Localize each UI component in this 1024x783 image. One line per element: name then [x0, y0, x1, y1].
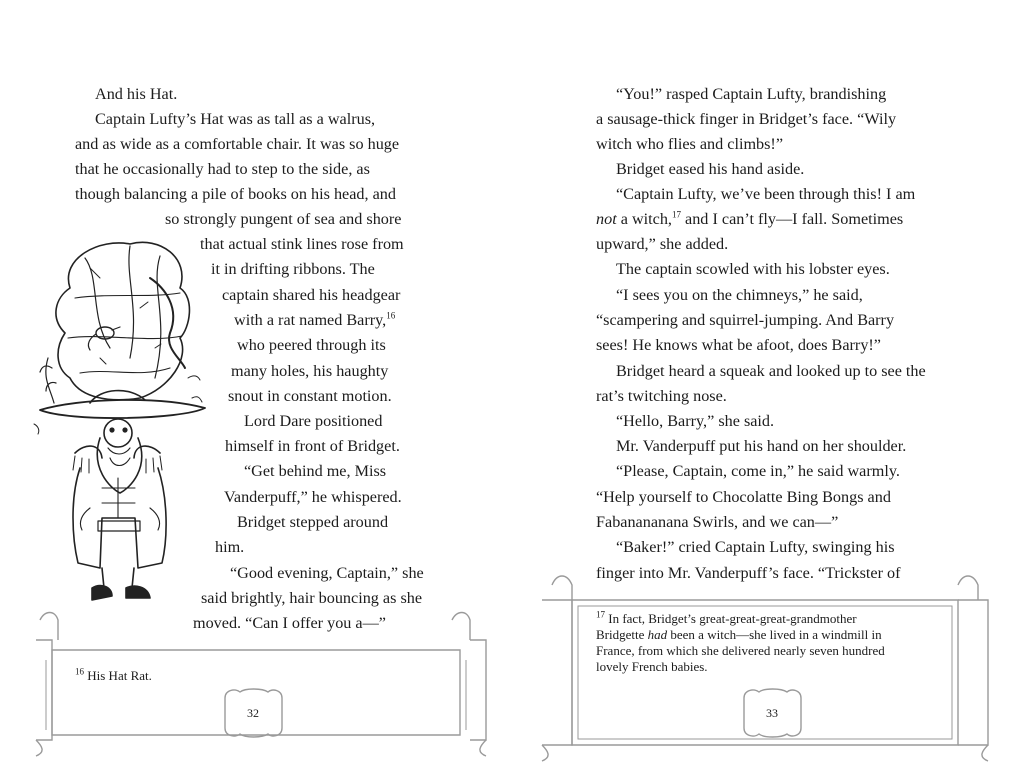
text-line: And his Hat.	[95, 85, 178, 103]
text-line: snout in constant motion.	[228, 387, 392, 405]
text-fragment: a witch,	[620, 210, 672, 228]
text-line: Captain Lufty’s Hat was as tall as a walrus,	[95, 110, 376, 128]
emphasis-not: not	[596, 210, 617, 228]
text-line: captain shared his headgear	[222, 286, 401, 304]
text-line: Mr. Vanderpuff put his hand on her shoulder.	[616, 437, 907, 455]
text-line: though balancing a pile of books on his head, and	[75, 185, 396, 203]
text-line: “scampering and squirrel-jumping. And Barry	[596, 311, 895, 329]
footnote-text: In fact, Bridget’s great-great-great-grandmother	[608, 611, 857, 626]
text-line: and as wide as a comfortable chair. It was so huge	[75, 135, 400, 153]
text-fragment: and I can’t fly—I fall. Sometimes	[685, 210, 904, 228]
text-line: “You!” rasped Captain Lufty, brandishing	[616, 85, 887, 103]
footnote-emphasis: had	[647, 627, 668, 642]
footnote-line	[596, 611, 857, 627]
right-page	[512, 0, 1024, 783]
text-line: said brightly, hair bouncing as she	[201, 589, 423, 607]
footnote-line: France, from which she delivered nearly seven hundred	[596, 643, 885, 658]
text-line: moved. “Can I offer you a—”	[193, 614, 386, 632]
right-page-frame	[512, 0, 1024, 783]
text-line: upward,” she added.	[596, 235, 729, 253]
text-line: finger into Mr. Vanderpuff’s face. “Trickster of	[596, 564, 901, 582]
text-line: a sausage-thick finger in Bridget’s face. “Wily	[596, 110, 897, 128]
text-line: “Help yourself to Chocolatte Bing Bongs and	[596, 488, 891, 506]
text-line: Bridget eased his hand aside.	[616, 160, 805, 178]
footnote	[75, 668, 152, 684]
text-line: so strongly pungent of sea and shore	[165, 210, 402, 228]
text-line: who peered through its	[237, 336, 386, 354]
footnote-text: His Hat Rat.	[87, 668, 152, 683]
footnote-ref: 16	[386, 310, 396, 321]
footnote-text: Bridgette	[596, 627, 645, 642]
text-line: that actual stink lines rose from	[200, 235, 404, 253]
footnote-number: 17	[596, 609, 605, 620]
footnote-number: 16	[75, 666, 84, 677]
text-line: him.	[215, 538, 245, 556]
text-line: “Please, Captain, come in,” he said warmly.	[616, 462, 900, 480]
text-line: with a rat named Barry,	[234, 311, 387, 329]
footnote-ref: 17	[671, 209, 681, 220]
text-line: “Get behind me, Miss	[244, 462, 387, 480]
text-line: Bridget stepped around	[237, 513, 389, 531]
page-number: 32	[247, 706, 259, 720]
text-line: Vanderpuff,” he whispered.	[224, 488, 402, 506]
page-number: 33	[766, 706, 778, 720]
text-line: “Hello, Barry,” she said.	[616, 412, 775, 430]
text-line: Fabanananana Swirls, and we can—”	[596, 513, 839, 531]
footnote-line	[596, 627, 882, 643]
text-line: it in drifting ribbons. The	[211, 260, 375, 278]
text-line: Bridget heard a squeak and looked up to see the	[616, 362, 926, 380]
text-line: “Captain Lufty, we’ve been through this! I am	[616, 185, 916, 203]
text-line: sees! He knows what be afoot, does Barry!”	[596, 336, 881, 354]
text-line: “Baker!” cried Captain Lufty, swinging his	[616, 538, 895, 556]
text-line: witch who flies and climbs!”	[596, 135, 784, 153]
footnote-line: lovely French babies.	[596, 659, 708, 674]
text-line: that he occasionally had to step to the side, as	[75, 160, 370, 178]
text-line: himself in front of Bridget.	[225, 437, 400, 455]
text-line: “I sees you on the chimneys,” he said,	[616, 286, 863, 304]
text-line: rat’s twitching nose.	[596, 387, 727, 405]
text-line: many holes, his haughty	[231, 362, 389, 380]
text-line: The captain scowled with his lobster eyes.	[616, 260, 890, 278]
footnote-text: been a witch—she lived in a windmill in	[670, 627, 882, 642]
text-line: Lord Dare positioned	[244, 412, 383, 430]
text-line: “Good evening, Captain,” she	[230, 564, 424, 582]
